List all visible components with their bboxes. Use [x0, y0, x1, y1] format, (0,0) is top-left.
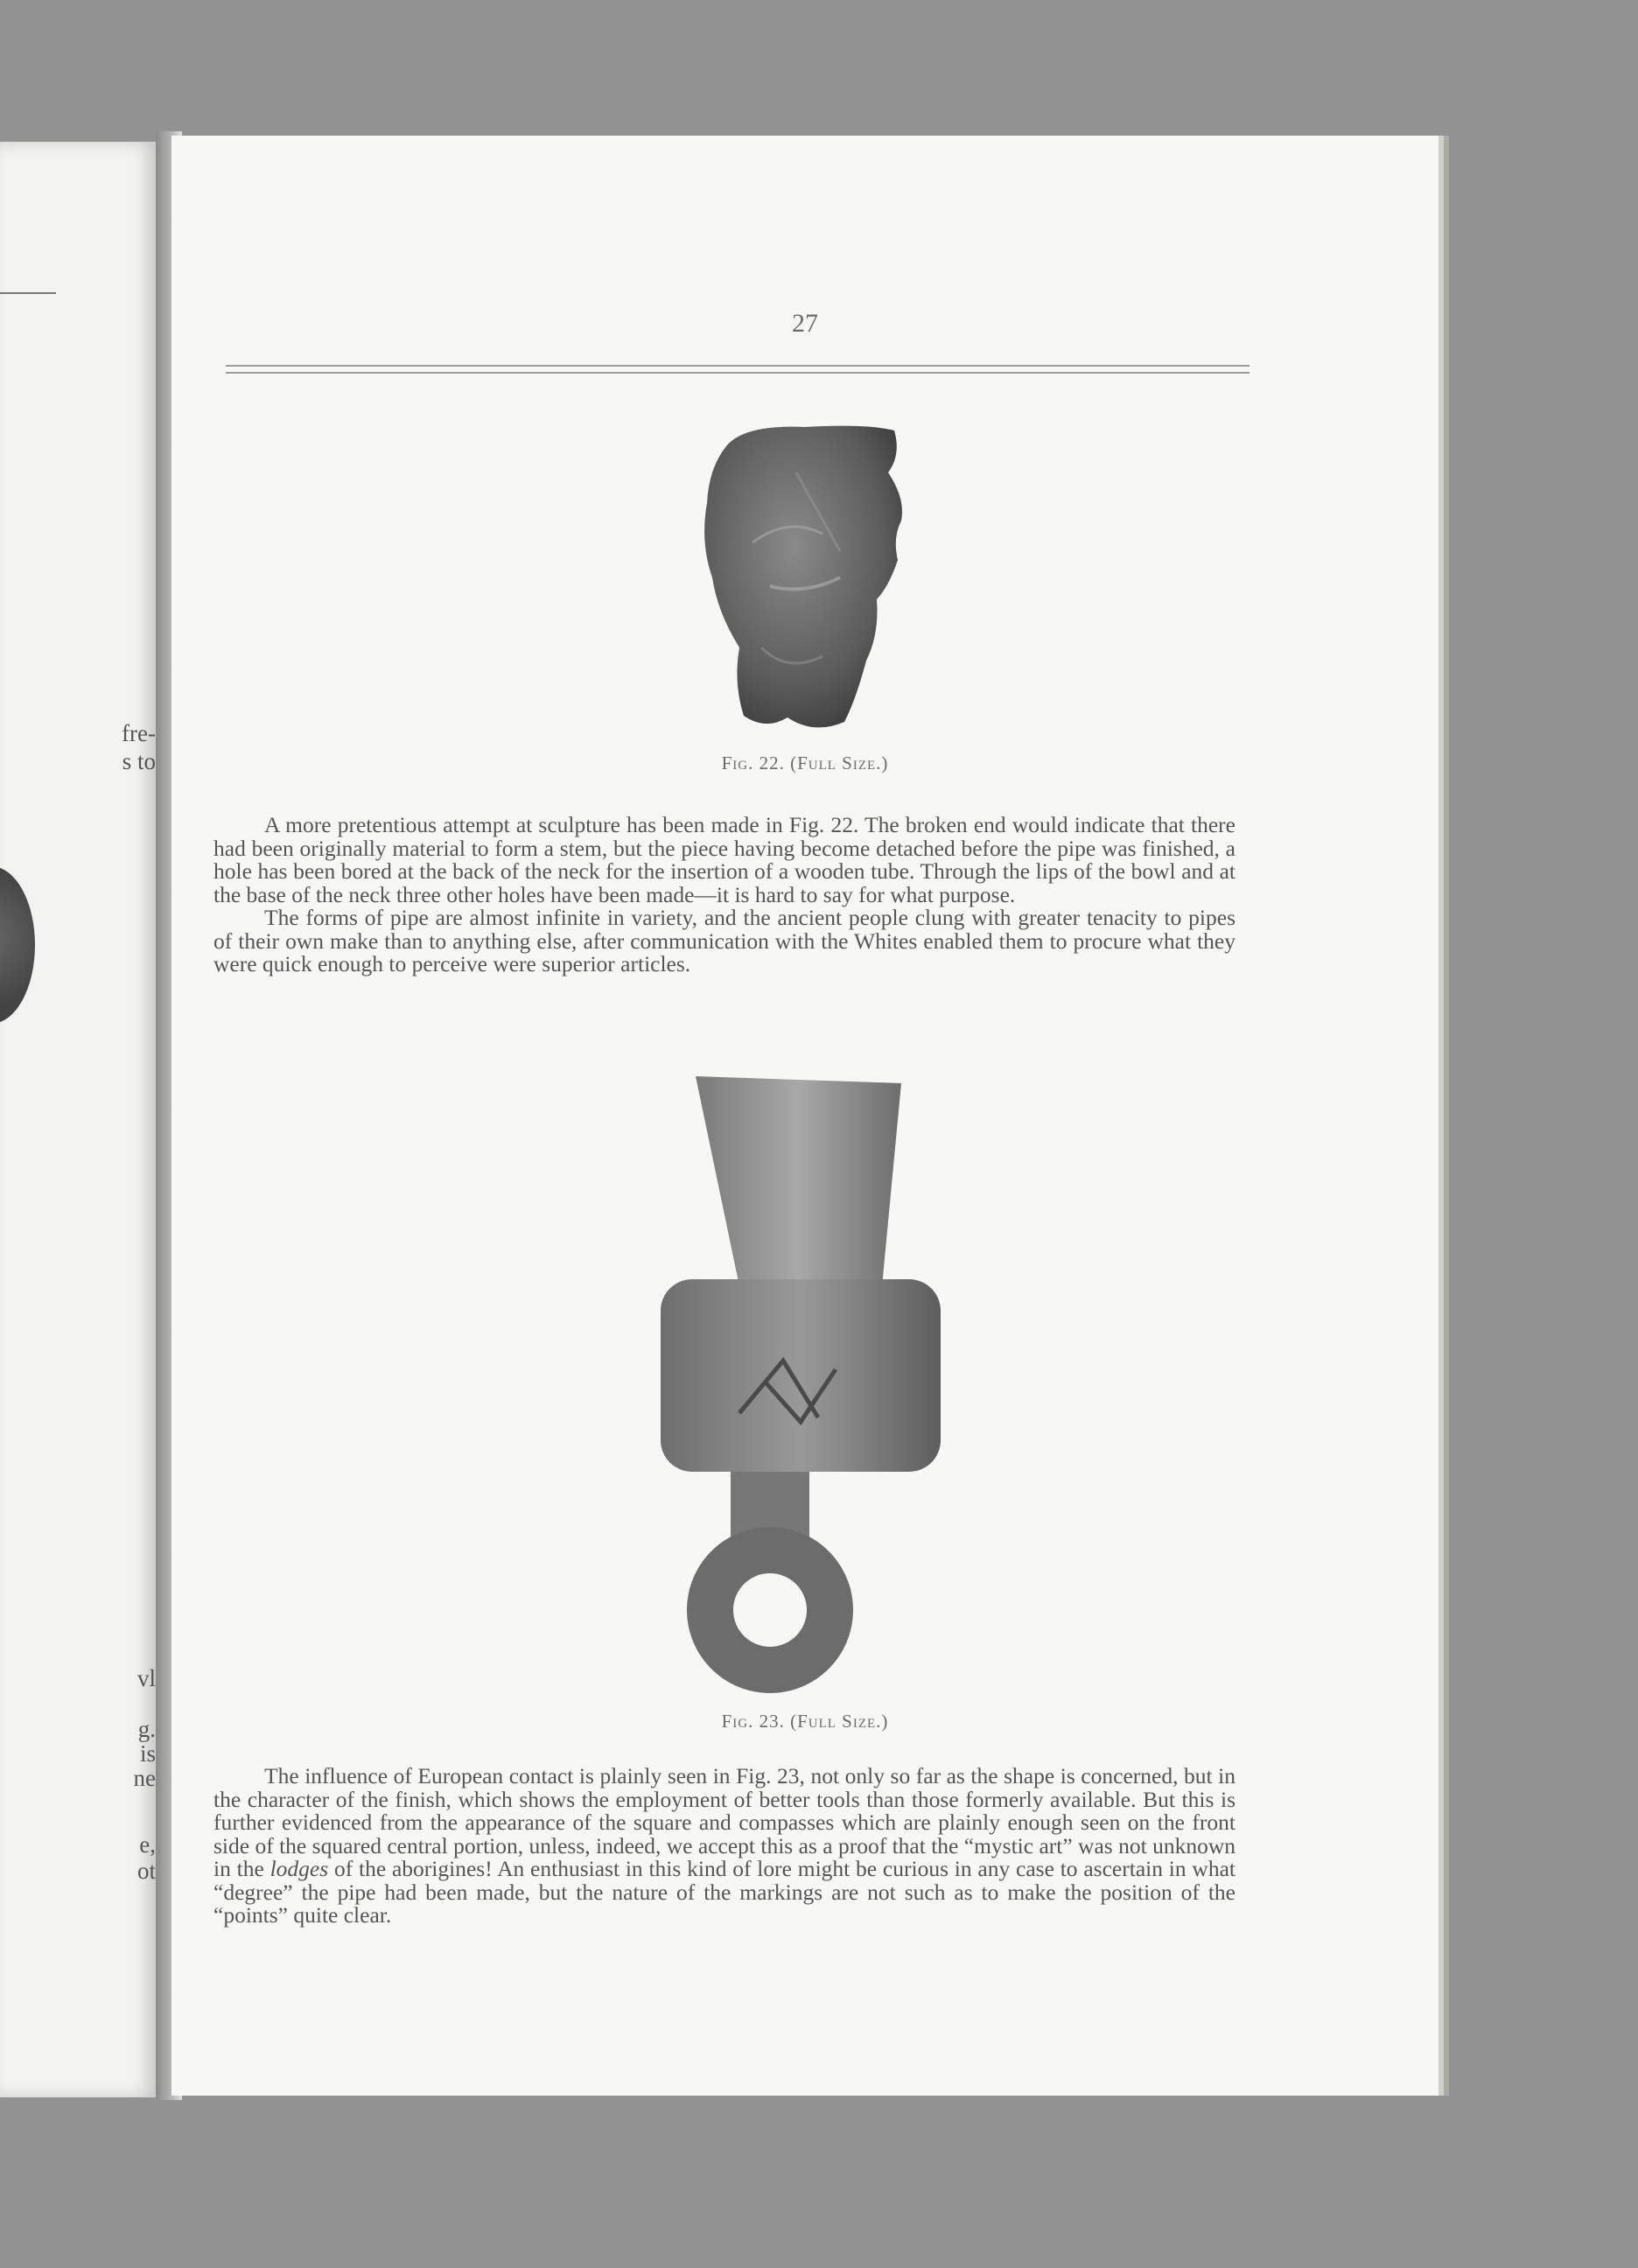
figure-23-caption: Fig. 23. (Full Size.): [721, 1711, 889, 1732]
italic-word: lodges: [270, 1856, 329, 1881]
left-page-text-fragment: fre-: [122, 720, 156, 746]
left-page-text-fragment: is: [139, 1740, 156, 1767]
header-rule: [226, 365, 1250, 374]
paragraph-sculpture: [214, 814, 1236, 976]
left-facing-page: [0, 142, 156, 2097]
paragraph-text-part: of the aborigines! An enthusiast in this kind of lore might be curious in any case to ascertain in what “degree” the pipe had been made, but the nature of the markings are not such as to make the position of the “points” quite clear.: [214, 1856, 1236, 1928]
figure-23: [172, 1076, 1438, 1732]
paragraph-european-contact: [214, 1765, 1236, 1928]
book-page: [172, 136, 1438, 2096]
masonic-pipe-image: [656, 1076, 954, 1702]
figure-22: [172, 420, 1438, 774]
paragraph-text: [214, 1765, 1236, 1928]
left-page-text-fragment: vl: [136, 1665, 156, 1691]
paragraph-text: A more pretentious attempt at sculpture has been made in Fig. 22. The broken end would indicate that there had been originally material to form a stem, but the piece having become detached before the pipe was finished, a hole has been bored at the back of the neck for the insertion of a wooden tube. Through the lips of the bowl and at the base of the neck three other holes have been made—it is hard to say for what purpose.: [214, 812, 1236, 907]
left-page-text-fragment: e,: [139, 1831, 156, 1858]
left-page-figure-fragment: [0, 866, 35, 1024]
left-page-rule: [0, 292, 56, 294]
paragraph-text-part: The influence of European contact is plainly seen in Fig. 23, not only so far as the shape is concerned, but in the character of the finish, which shows the employment of better tools than those formerly available. But this is further evidenced from the appearance of the square and compasses which are plainly enough seen on the front side of the squared central portion, unless, indeed, we accept this as a proof that the “mystic art” was not unknown in the: [214, 1763, 1236, 1881]
left-page-text-fragment: ot: [136, 1858, 156, 1884]
paragraph-text: The forms of pipe are almost infinite in variety, and the ancient people clung with greater tenacity to pipes of their own make than to anything else, after communication with the Whites enabled them to procure what they were quick enough to perceive were superior articles.: [214, 905, 1236, 976]
figure-22-caption: Fig. 22. (Full Size.): [721, 752, 889, 774]
left-page-text-fragment: ne: [133, 1765, 156, 1791]
page-number: 27: [792, 309, 818, 338]
left-page-text-fragment: s to: [122, 748, 156, 774]
left-page-text-fragment: g.: [137, 1716, 156, 1742]
carved-head-pipe-image: [691, 420, 919, 744]
